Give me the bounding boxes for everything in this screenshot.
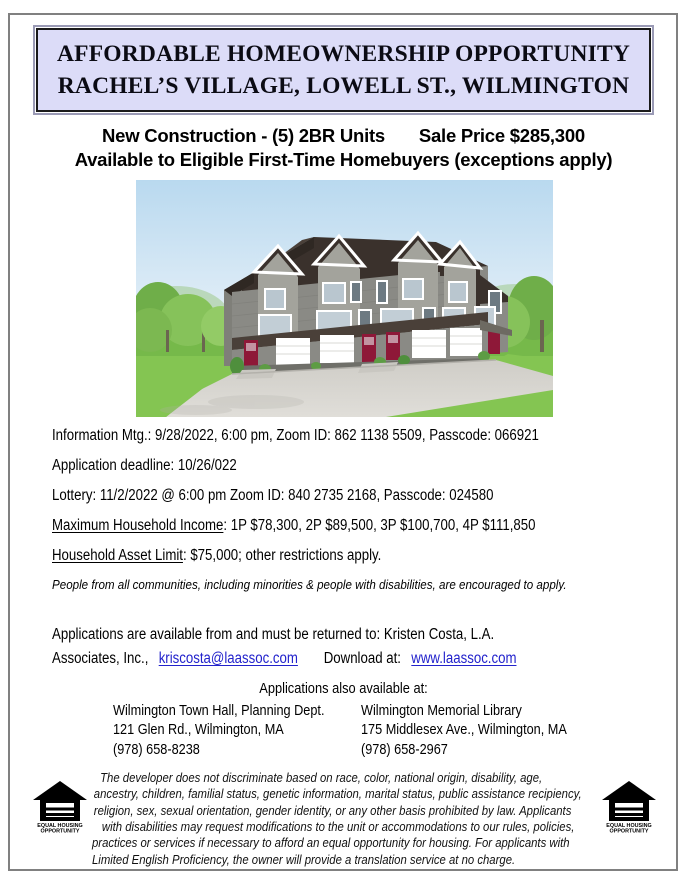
equal-housing-opportunity-logo-left xyxy=(31,778,89,834)
disclaimer-line-3: religion, sex, sexual orientation, gender identity, or any other basis prohibited by law. Applicants xyxy=(93,803,572,818)
household-asset-limit-value: : $75,000; other restrictions apply. xyxy=(182,546,382,564)
website-link[interactable]: www.laassoc.com xyxy=(411,650,517,668)
contact-person-text: : Kristen Costa, L.A. xyxy=(376,626,495,643)
title-line-2: RACHEL’S VILLAGE, LOWELL ST., WILMINGTON xyxy=(57,73,630,99)
disclaimer-line-4: with disabilities may request modifications to the unit or accommodations to our rules, policies, xyxy=(101,820,575,835)
new-construction-text: New Construction - (5) 2BR Units xyxy=(102,125,385,146)
title-line-1: AFFORDABLE HOMEOWNERSHIP OPPORTUNITY xyxy=(56,40,631,67)
disclaimer-line-1: The developer does not discriminate based on race, color, national origin, disability, age, xyxy=(100,771,543,785)
building-rendering-image xyxy=(136,180,553,417)
equal-housing-label-1: EQUAL HOUSING xyxy=(37,823,83,829)
location-address: 121 Glen Rd., Wilmington, MA xyxy=(113,722,284,739)
lottery-line: Lottery: 11/2/2022 @ 6:00 pm Zoom ID: 840 2735 2168, Passcode: 024580 xyxy=(52,486,494,504)
also-available-heading: Applications also available at: xyxy=(259,681,428,697)
maximum-household-income-value: : 1P $78,300, 2P $89,500, 3P $100,700, 4P $111,850 xyxy=(223,516,536,534)
location-phone: (978) 658-8238 xyxy=(113,741,200,758)
subtitle-line-1 xyxy=(0,124,687,148)
equal-housing-icon xyxy=(600,778,658,834)
location-name: Wilmington Memorial Library xyxy=(361,703,522,719)
also-available-block xyxy=(0,681,687,758)
inclusion-note: People from all communities, including minorities & people with disabilities, are encouraged to apply. xyxy=(52,576,567,592)
household-asset-limit-label: Household Asset Limit xyxy=(52,546,183,564)
disclaimer-line-6: Limited English Proficiency, the owner will provide a translation service at no charge. xyxy=(92,852,516,867)
contact-block xyxy=(52,627,662,676)
disclaimer-line-2: ancestry, children, familial status, genetic information, marital status, public assistance recipiency, xyxy=(93,787,582,802)
equal-housing-label-2: OPPORTUNITY xyxy=(40,828,80,834)
subtitle-line-2: Available to Eligible First-Time Homebuyers (exceptions apply) xyxy=(74,149,613,171)
equal-housing-label-2: OPPORTUNITY xyxy=(609,828,649,834)
title-banner xyxy=(36,28,651,112)
equal-housing-icon xyxy=(31,778,89,834)
applications-available-text: Applications are available from and xyxy=(52,626,262,643)
maximum-household-income-line xyxy=(52,518,568,533)
contact-email-line xyxy=(52,651,577,666)
equal-housing-opportunity-logo-right xyxy=(600,778,658,834)
applications-returned-line xyxy=(52,627,577,642)
location-library xyxy=(361,702,583,760)
maximum-household-income-label: Maximum Household Income xyxy=(52,516,224,534)
details-block xyxy=(52,428,652,608)
location-phone: (978) 658-2967 xyxy=(361,741,448,758)
disclaimer-block xyxy=(92,770,592,868)
household-asset-limit-line xyxy=(52,548,568,563)
townhouse-illustration xyxy=(136,180,553,417)
location-town-hall xyxy=(113,702,361,760)
equal-housing-label-1: EQUAL HOUSING xyxy=(606,823,652,829)
also-available-columns xyxy=(113,702,583,760)
information-meeting-line: Information Mtg.: 9/28/2022, 6:00 pm, Zoom ID: 862 1138 5509, Passcode: 066921 xyxy=(52,427,539,444)
location-address: 175 Middlesex Ave., Wilmington, MA xyxy=(361,722,567,739)
location-name: Wilmington Town Hall, Planning Dept. xyxy=(113,703,325,719)
application-deadline-line: Application deadline: 10/26/022 xyxy=(52,456,237,474)
email-link[interactable]: kriscosta@laassoc.com xyxy=(158,650,298,668)
disclaimer-line-5: practices or services if necessary to afford an equal opportunity for housing. For applicants with xyxy=(92,836,570,851)
subtitle-block xyxy=(0,124,687,173)
associates-text: Associates, Inc., xyxy=(52,650,149,668)
sale-price-text: Sale Price $285,300 xyxy=(418,125,585,146)
must-be-returned-to-text: must be returned to xyxy=(261,626,377,643)
download-label: Download at: xyxy=(323,650,401,668)
